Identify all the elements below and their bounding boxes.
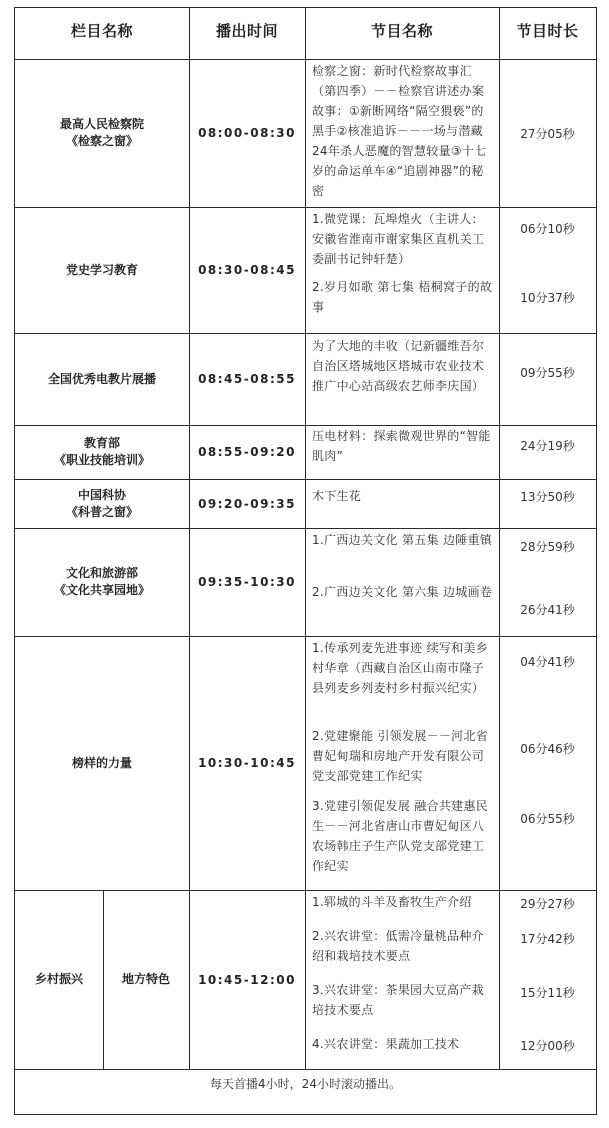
row-column-name bbox=[15, 425, 189, 479]
program-name: 为了大地的丰收（记新疆维吾尔自治区塔城地区塔城市农业技术推广中心站高级农艺师李庆国） bbox=[312, 339, 485, 393]
program-duration: 15分11秒 bbox=[520, 986, 575, 1000]
program-name: 压电材料：探索微观世界的“智能肌肉” bbox=[312, 429, 491, 463]
program-name: 1.郓城的斗羊及畜牧生产介绍 bbox=[312, 895, 472, 909]
program-duration: 09分55秒 bbox=[520, 366, 575, 380]
broadcast-time: 08:55-09:20 bbox=[198, 445, 296, 459]
program-duration: 29分27秒 bbox=[520, 897, 575, 911]
header-broadcast-time: 播出时间 bbox=[215, 21, 278, 40]
program-duration: 24分19秒 bbox=[520, 439, 575, 453]
broadcast-time: 10:30-10:45 bbox=[198, 756, 296, 770]
program-duration: 26分41秒 bbox=[520, 603, 575, 617]
column-name-line1: 文化和旅游部 bbox=[65, 566, 138, 580]
program-duration: 06分55秒 bbox=[520, 812, 575, 826]
broadcast-time: 10:45-12:00 bbox=[198, 972, 296, 987]
program-name: 3.兴农讲堂：茶果园大豆高产栽培技术要点 bbox=[312, 983, 484, 1017]
program-duration: 06分10秒 bbox=[520, 222, 575, 236]
program-name: 1.广西边关文化 第五集 边陲重镇 bbox=[312, 533, 493, 547]
program-name: 检察之窗：新时代检察故事汇（第四季）－－检察官讲述办案故事：①新断网络“隔空猥亵”的黑手②核准追诉－－一场与潜藏24年杀人恶魔的智慧较量③十七岁的命运单车④“追剧神器”的秘密 bbox=[312, 64, 487, 198]
program-name: 2.广西边关文化 第六集 边城画卷 bbox=[312, 585, 493, 599]
program-name: 4.兴农讲堂：果蔬加工技术 bbox=[312, 1037, 460, 1051]
column-divider bbox=[305, 8, 306, 1069]
column-name-line1: 教育部 bbox=[83, 436, 120, 450]
program-name: 1.微党课：瓦埠煌火（主讲人：安徽省淮南市谢家集区直机关工委副书记钟轩楚） bbox=[312, 212, 485, 266]
column-name-line1: 中国科协 bbox=[77, 487, 126, 502]
row-column-name: 党史学习教育 bbox=[65, 262, 138, 277]
row-divider bbox=[15, 1069, 596, 1070]
row-column-name bbox=[15, 528, 189, 636]
broadcast-time: 08:00-08:30 bbox=[198, 126, 296, 140]
program-duration: 12分00秒 bbox=[520, 1039, 575, 1053]
program-name: 2.岁月如歌 第七集 梧桐窝子的故事 bbox=[312, 280, 493, 314]
column-name-line2: 《科普之窗》 bbox=[65, 504, 138, 519]
program-duration: 28分59秒 bbox=[520, 540, 575, 554]
program-name: 2.兴农讲堂：低需冷量桃品种介绍和栽培技术要点 bbox=[312, 929, 484, 963]
row-column-subname: 地方特色 bbox=[121, 972, 170, 986]
header-duration: 节目时长 bbox=[516, 21, 579, 40]
row-column-name: 榜样的力量 bbox=[71, 755, 132, 770]
program-duration: 27分05秒 bbox=[520, 127, 575, 141]
row-column-name bbox=[15, 479, 189, 528]
broadcast-time: 08:30-08:45 bbox=[198, 263, 296, 277]
broadcast-time: 09:35-10:30 bbox=[198, 575, 296, 589]
program-name: 木下生花 bbox=[312, 489, 362, 503]
row-column-name: 乡村振兴 bbox=[34, 972, 83, 986]
header-program-name: 节目名称 bbox=[370, 21, 433, 40]
broadcast-time: 08:45-08:55 bbox=[198, 372, 296, 386]
header-column-name: 栏目名称 bbox=[70, 21, 133, 40]
column-name-line2: 《检察之窗》 bbox=[65, 134, 138, 148]
row-column-name bbox=[15, 59, 189, 207]
column-name-line2: 《职业技能培训》 bbox=[53, 453, 150, 467]
program-duration: 13分50秒 bbox=[520, 490, 575, 504]
schedule-table bbox=[14, 7, 597, 1115]
column-name-line2: 《文化共享园地》 bbox=[53, 583, 150, 597]
program-duration: 04分41秒 bbox=[520, 655, 575, 669]
program-duration: 06分46秒 bbox=[520, 742, 575, 756]
row-column-name: 全国优秀电教片展播 bbox=[47, 371, 156, 386]
program-name: 2.党建聚能 引领发展－－河北省曹妃甸瑞和房地产开发有限公司党支部党建工作纪实 bbox=[312, 729, 489, 783]
program-name: 3.党建引领促发展 融合共建惠民生－－河北省唐山市曹妃甸区八农场韩庄子生产队党支部党建工作纪实 bbox=[312, 799, 489, 873]
broadcast-time: 09:20-09:35 bbox=[198, 496, 296, 511]
column-name-line1: 最高人民检察院 bbox=[59, 117, 144, 131]
program-name: 1.传承列麦先进事迹 续写和美乡村华章（西藏自治区山南市隆子县列麦乡列麦村乡村振兴纪实） bbox=[312, 641, 489, 695]
program-duration: 10分37秒 bbox=[520, 291, 575, 305]
program-duration: 17分42秒 bbox=[520, 932, 575, 946]
footer-note: 每天首播4小时，24小时滚动播出。 bbox=[210, 1077, 401, 1091]
